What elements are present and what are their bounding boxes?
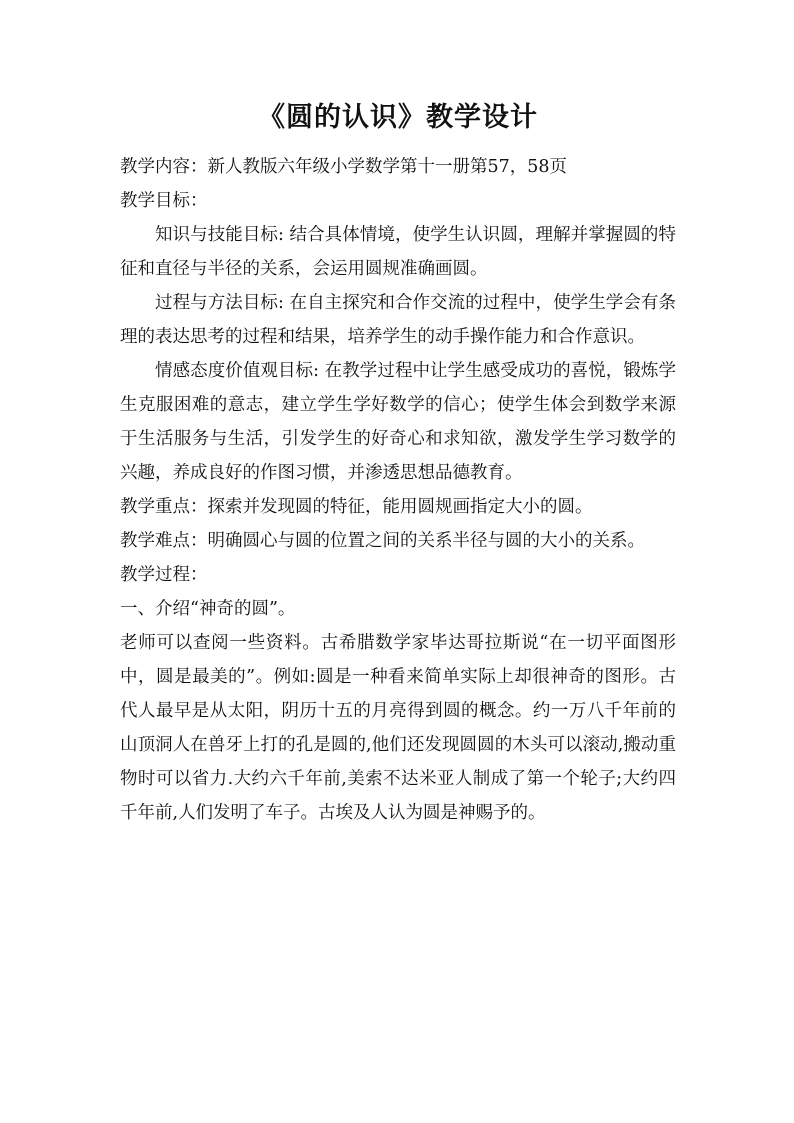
document-page: [120, 98, 676, 830]
objectives-heading: 教学目标：: [120, 191, 208, 211]
document-title: 《圆的认识》教学设计: [258, 102, 538, 133]
key-point-line: 教学重点：探索并发现圆的特征，能用圆规画指定大小的圆。: [120, 497, 593, 517]
objective-knowledge-paragraph: 知识与技能目标: 结合具体情境，使学生认识圆，理解并掌握圆的特征和直径与半径的关系，会运用圆规准确画圆。: [120, 225, 676, 279]
objective-process-paragraph: 过程与方法目标: 在自主探究和合作交流的过程中，使学生学会有条理的表达思考的过程和结果，培养学生的动手操作能力和合作意识。: [120, 293, 676, 347]
section-one-paragraph: 老师可以查阅一些资料。古希腊数学家毕达哥拉斯说“在一切平面图形中，圆是最美的”。例如:圆是一种看来简单实际上却很神奇的图形。古代人最早是从太阳，阴历十五的月亮得到圆的概念。约一万八千年前的山顶洞人在兽牙上打的孔是圆的,他们还发现圆圆的木头可以滚动,搬动重物时可以省力.大约六千年前,美索不达米亚人制成了第一个轮子;大约四千年前,人们发明了车子。古埃及人认为圆是神赐予的。: [120, 633, 676, 823]
teaching-content-line: 教学内容：新人教版六年级小学数学第十一册第57，58页: [120, 157, 568, 177]
objective-emotion-paragraph: 情感态度价值观目标: 在教学过程中让学生感受成功的喜悦，锻炼学生克服困难的意志，建立学生学好数学的信心；使学生体会到数学来源于生活服务与生活，引发学生的好奇心和求知欲，激发学生学习数学的兴趣，养成良好的作图习惯，并渗透思想品德教育。: [120, 361, 676, 483]
section-one-heading: 一、介绍“神奇的圆”。: [120, 599, 296, 619]
process-heading: 教学过程：: [120, 565, 208, 585]
difficult-point-line: 教学难点：明确圆心与圆的位置之间的关系半径与圆的大小的关系。: [120, 531, 645, 551]
